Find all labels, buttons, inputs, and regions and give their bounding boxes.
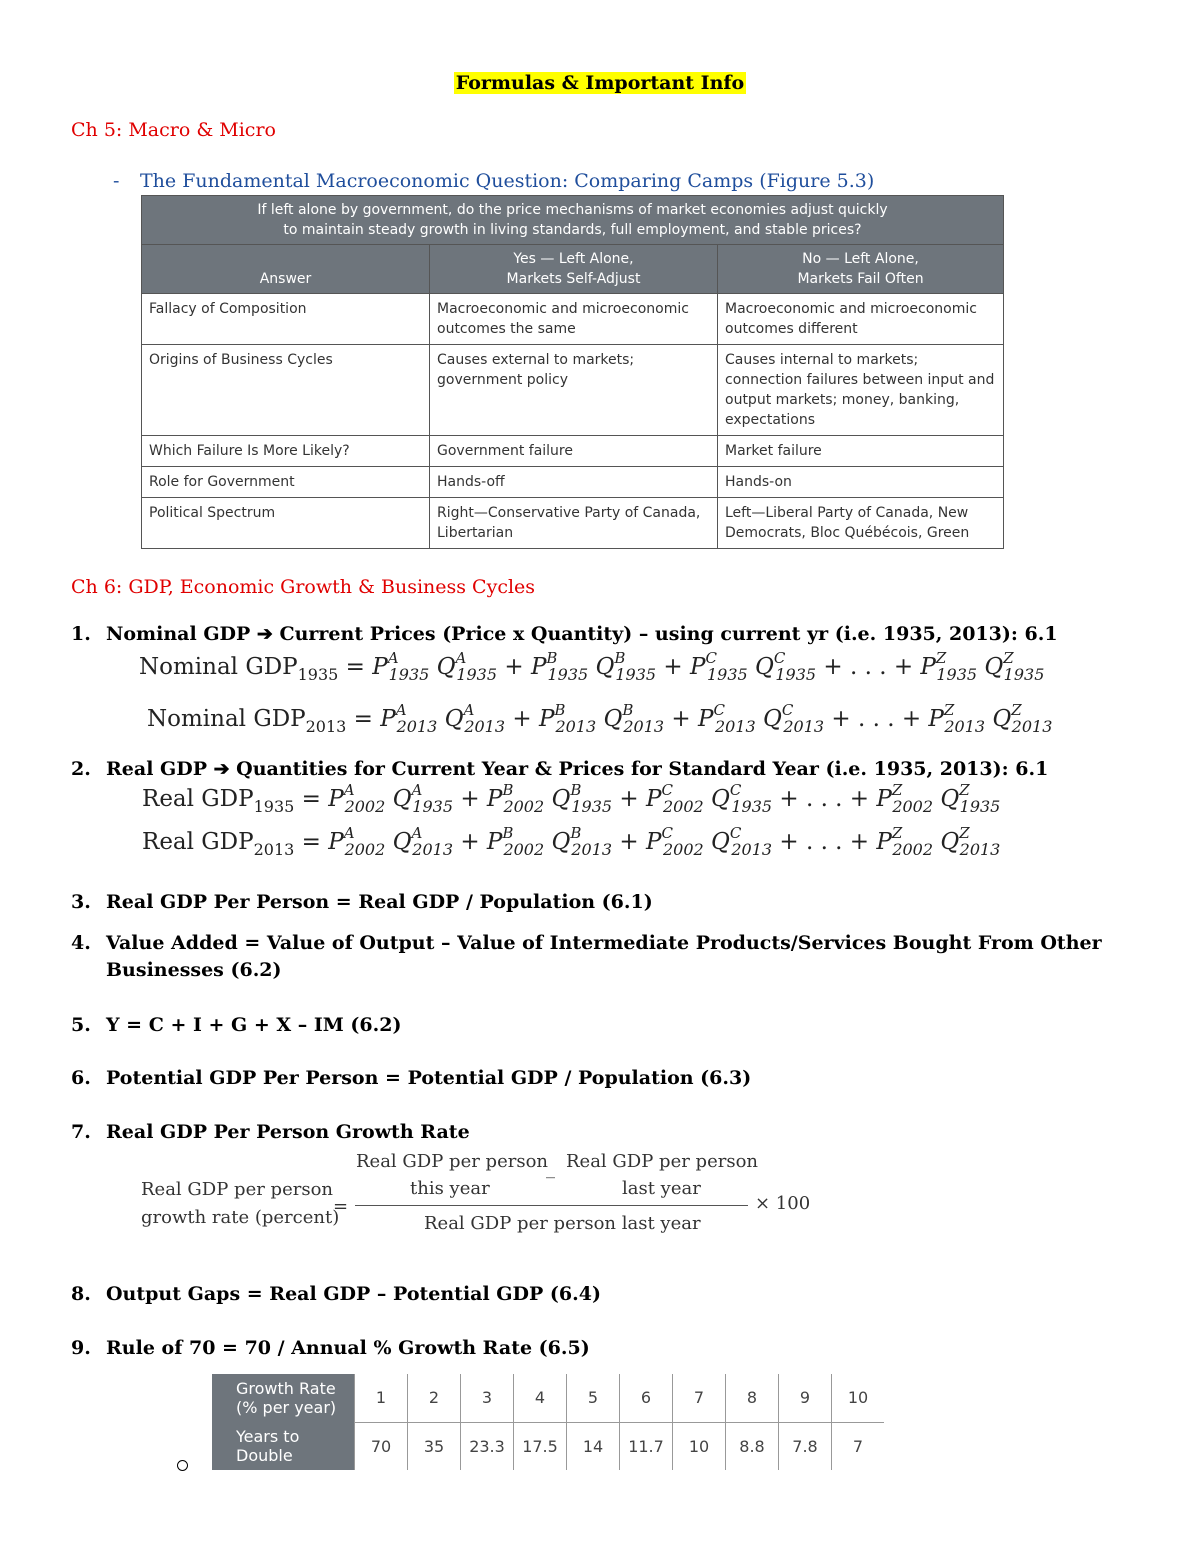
table-question: If left alone by government, do the price mechanisms of market economies adjust quickly to maintain steady growth in living standards, full employment, and stable prices? [142,196,1004,245]
figure-5-3-heading: The Fundamental Macroeconomic Question: Comparing Camps (Figure 5.3) [140,170,875,192]
table-row: Origins of Business Cycles Causes external to markets; government policy Causes internal to markets; connection failures between input and output markets; money, banking, expectations [142,345,1004,436]
real-gdp-2013-formula: Real $GDP_{2013} = P^A_{2002}$ $Q^A_{2013} + P^B_{2002}$ $Q^B_{2013} + P^C_{2002}$ $Q^C_{2013}$ + . . . + $P^Z_{2002}$ $Q^Z_{2013}$ [142,824,1001,859]
table-row: Role for Government Hands-off Hands-on [142,467,1004,498]
table-row: Which Failure Is More Likely? Government failure Market failure [142,436,1004,467]
years-to-double-header: Years to Double [212,1422,355,1470]
col-no-header: No — Left Alone, Markets Fail Often [718,245,1004,294]
fraction-bar [355,1205,748,1206]
nominal-gdp-2013-formula: Nominal $GDP_{2013} = P^A_{2013}$ $Q^A_{2013} + P^B_{2013}$ $Q^B_{2013} + P^C_{2013}$ $Q^C_{2013}$ + . . . + $P^Z_{2013}$ $Q^Z_{2013}$ [147,701,1053,736]
hollow-bullet-icon [177,1460,188,1471]
table-row: Fallacy of Composition Macroeconomic and microeconomic outcomes the same Macroeconomic and microeconomic outcomes different [142,294,1004,345]
table-row: Political Spectrum Right—Conservative Party of Canada, Libertarian Left—Liberal Party of Canada, New Democrats, Bloc Québécois, Green [142,498,1004,549]
col-answer-header: Answer [142,245,430,294]
col-yes-header: Yes — Left Alone, Markets Self-Adjust [430,245,718,294]
chapter-6-heading: Ch 6: GDP, Economic Growth & Business Cycles [71,576,536,598]
growth-rate-header: Growth Rate (% per year) [212,1374,355,1422]
rule-of-70-table: Growth Rate (% per year) 1 2 3 4 5 6 7 8 9 10 Years to Double 70 35 23.3 17.5 14 11.7 10 8.8 7.8 7 [212,1374,884,1470]
page-title: Formulas & Important Info [455,72,745,94]
chapter-5-heading: Ch 5: Macro & Micro [71,119,276,141]
bullet-dash: - [113,170,120,192]
real-gdp-1935-formula: Real $GDP_{1935} = P^A_{2002}$ $Q^A_{1935} + P^B_{2002}$ $Q^B_{1935} + P^C_{2002}$ $Q^C_{1935}$ + . . . + $P^Z_{2002}$ $Q^Z_{1935}$ [142,781,1001,816]
comparing-camps-table [141,195,1004,549]
nominal-gdp-1935-formula: Nominal $GDP_{1935} = P^A_{1935}$ $Q^A_{1935} + P^B_{1935}$ $Q^B_{1935} + P^C_{1935}$ $Q^C_{1935}$ + . . . + $P^Z_{1935}$ $Q^Z_{1935}$ [139,649,1045,684]
